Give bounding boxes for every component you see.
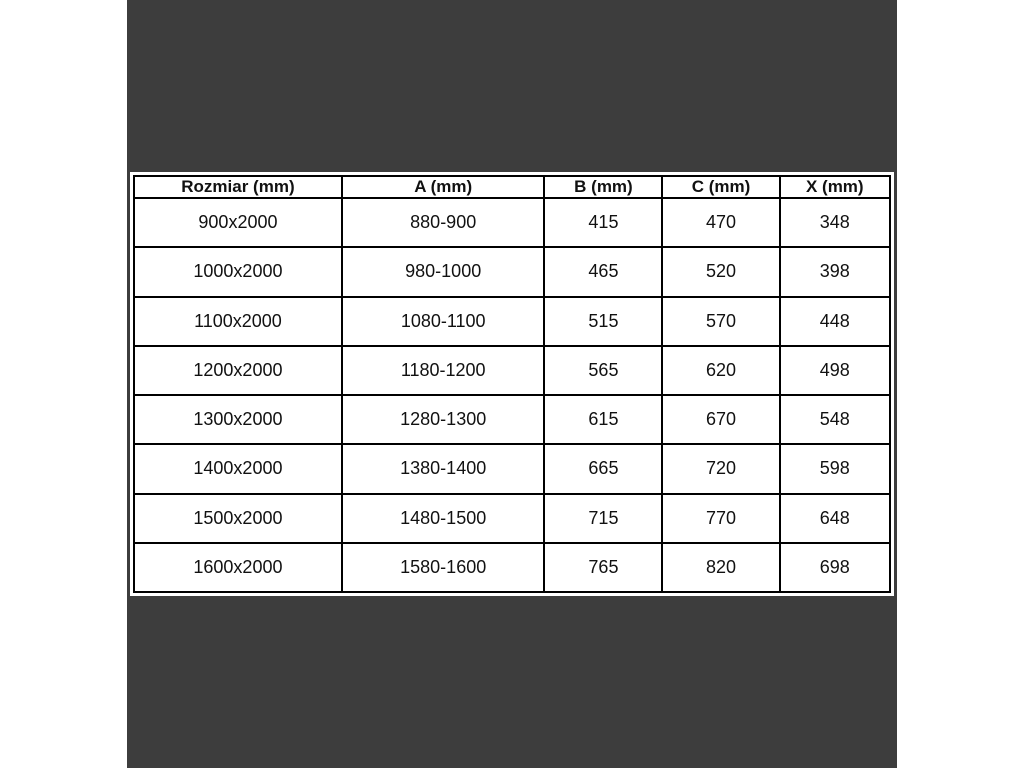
table-cell: 715 xyxy=(544,494,662,543)
column-header-1: A (mm) xyxy=(342,176,545,198)
table-row xyxy=(134,395,890,444)
table-cell: 1600x2000 xyxy=(134,543,342,592)
table-row xyxy=(134,543,890,592)
table-cell: 470 xyxy=(662,198,779,247)
table-cell: 598 xyxy=(780,444,890,493)
table-cell: 980-1000 xyxy=(342,247,545,296)
table-cell: 520 xyxy=(662,247,779,296)
table-cell: 1380-1400 xyxy=(342,444,545,493)
dark-backdrop xyxy=(127,0,897,768)
table-cell: 765 xyxy=(544,543,662,592)
table-cell: 880-900 xyxy=(342,198,545,247)
table-cell: 648 xyxy=(780,494,890,543)
table-cell: 1580-1600 xyxy=(342,543,545,592)
table-cell: 1300x2000 xyxy=(134,395,342,444)
table-cell: 698 xyxy=(780,543,890,592)
column-header-4: X (mm) xyxy=(780,176,890,198)
table-cell: 348 xyxy=(780,198,890,247)
column-header-2: B (mm) xyxy=(544,176,662,198)
table-cell: 398 xyxy=(780,247,890,296)
table-cell: 720 xyxy=(662,444,779,493)
table-cell: 1500x2000 xyxy=(134,494,342,543)
table-row xyxy=(134,444,890,493)
column-header-0: Rozmiar (mm) xyxy=(134,176,342,198)
table-cell: 1180-1200 xyxy=(342,346,545,395)
table-cell: 620 xyxy=(662,346,779,395)
table-cell: 1280-1300 xyxy=(342,395,545,444)
table-cell: 515 xyxy=(544,297,662,346)
table-cell: 820 xyxy=(662,543,779,592)
table-header-row xyxy=(134,176,890,198)
size-table-panel xyxy=(130,172,894,596)
table-cell: 498 xyxy=(780,346,890,395)
table-row xyxy=(134,494,890,543)
table-row xyxy=(134,297,890,346)
table-row xyxy=(134,247,890,296)
table-cell: 1000x2000 xyxy=(134,247,342,296)
table-cell: 415 xyxy=(544,198,662,247)
table-cell: 1480-1500 xyxy=(342,494,545,543)
table-row xyxy=(134,198,890,247)
table-cell: 465 xyxy=(544,247,662,296)
table-cell: 448 xyxy=(780,297,890,346)
table-cell: 1400x2000 xyxy=(134,444,342,493)
table-cell: 1080-1100 xyxy=(342,297,545,346)
table-cell: 570 xyxy=(662,297,779,346)
table-cell: 670 xyxy=(662,395,779,444)
size-table xyxy=(133,175,891,593)
column-header-3: C (mm) xyxy=(662,176,779,198)
table-cell: 1100x2000 xyxy=(134,297,342,346)
table-cell: 615 xyxy=(544,395,662,444)
table-cell: 1200x2000 xyxy=(134,346,342,395)
table-row xyxy=(134,346,890,395)
table-cell: 900x2000 xyxy=(134,198,342,247)
table-cell: 665 xyxy=(544,444,662,493)
table-cell: 548 xyxy=(780,395,890,444)
table-cell: 565 xyxy=(544,346,662,395)
table-cell: 770 xyxy=(662,494,779,543)
